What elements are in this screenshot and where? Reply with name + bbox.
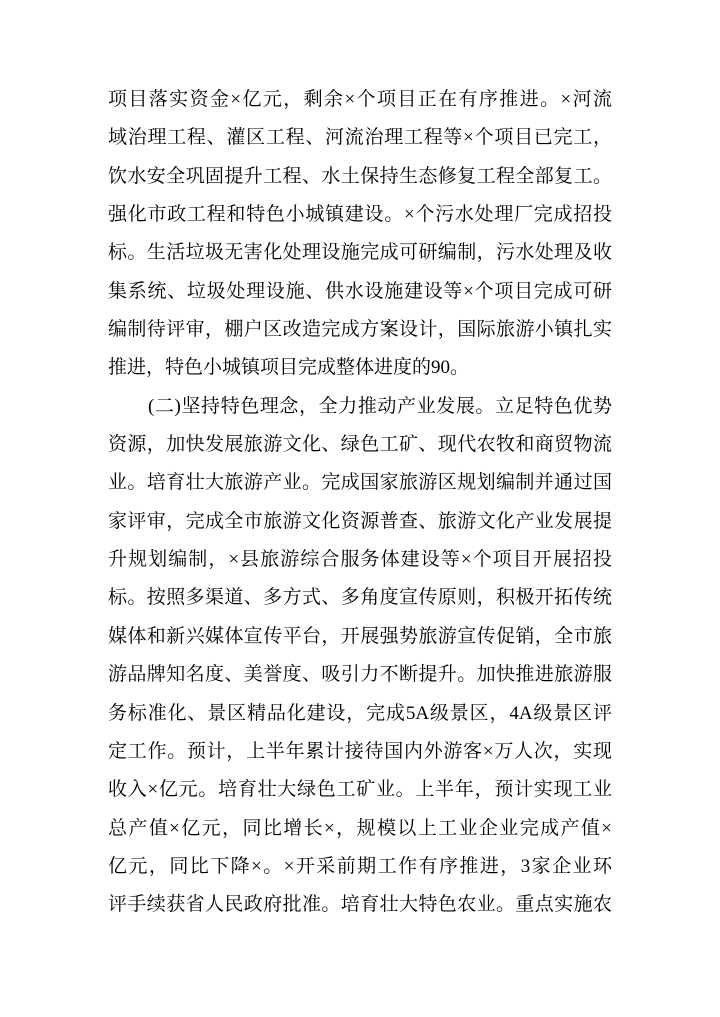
text-line: 总产值×亿元，同比增长×，规模以上工业企业完成产值× xyxy=(108,817,612,839)
text-line: 标。生活垃圾无害化处理设施完成可研编制，污水处理及收 xyxy=(108,242,612,264)
text-line: 业。培育壮大旅游产业。完成国家旅游区规划编制并通过国 xyxy=(108,472,612,494)
text-line: 家评审，完成全市旅游文化资源普查、旅游文化产业发展提 xyxy=(108,510,612,532)
text-line: 收入×亿元。培育壮大绿色工矿业。上半年，预计实现工业 xyxy=(108,779,612,801)
text-line: 定工作。预计，上半年累计接待国内外游客×万人次，实现 xyxy=(108,740,612,762)
text-line: 饮水安全巩固提升工程、水土保持生态修复工程全部复工。 xyxy=(108,165,612,187)
text-line: 推进，特色小城镇项目完成整体进度的90。 xyxy=(108,357,470,379)
text-line: 务标准化、景区精品化建设，完成5A级景区，4A级景区评 xyxy=(108,702,612,724)
text-line: 域治理工程、灌区工程、河流治理工程等×个项目已完工， xyxy=(108,127,612,149)
paragraph-industry-development xyxy=(108,388,612,925)
text-line: 资源，加快发展旅游文化、绿色工矿、现代农牧和商贸物流 xyxy=(108,434,612,456)
text-line: 集系统、垃圾处理设施、供水设施建设等×个项目完成可研 xyxy=(108,280,612,302)
text-line: 强化市政工程和特色小城镇建设。×个污水处理厂完成招投 xyxy=(108,204,612,226)
text-line: 标。按照多渠道、多方式、多角度宣传原则，积极开拓传统 xyxy=(108,587,612,609)
text-line: 亿元，同比下降×。×开采前期工作有序推进，3家企业环 xyxy=(108,855,612,877)
paragraph-project-progress xyxy=(108,81,612,388)
text-line: 项目落实资金×亿元，剩余×个项目正在有序推进。×河流 xyxy=(108,89,612,110)
text-line: 升规划编制，×县旅游综合服务体建设等×个项目开展招投 xyxy=(108,549,612,571)
text-line: 编制待评审，棚户区改造完成方案设计，国际旅游小镇扎实 xyxy=(108,319,612,341)
text-line: 评手续获省人民政府批准。培育壮大特色农业。重点实施农 xyxy=(108,894,612,916)
section-heading-line: (二)坚持特色理念，全力推动产业发展。立足特色优势 xyxy=(148,395,612,417)
text-line: 游品牌知名度、美誉度、吸引力不断提升。加快推进旅游服 xyxy=(108,664,612,686)
text-line: 媒体和新兴媒体宣传平台，开展强势旅游宣传促销，全市旅 xyxy=(108,625,612,647)
document-body xyxy=(108,81,612,925)
